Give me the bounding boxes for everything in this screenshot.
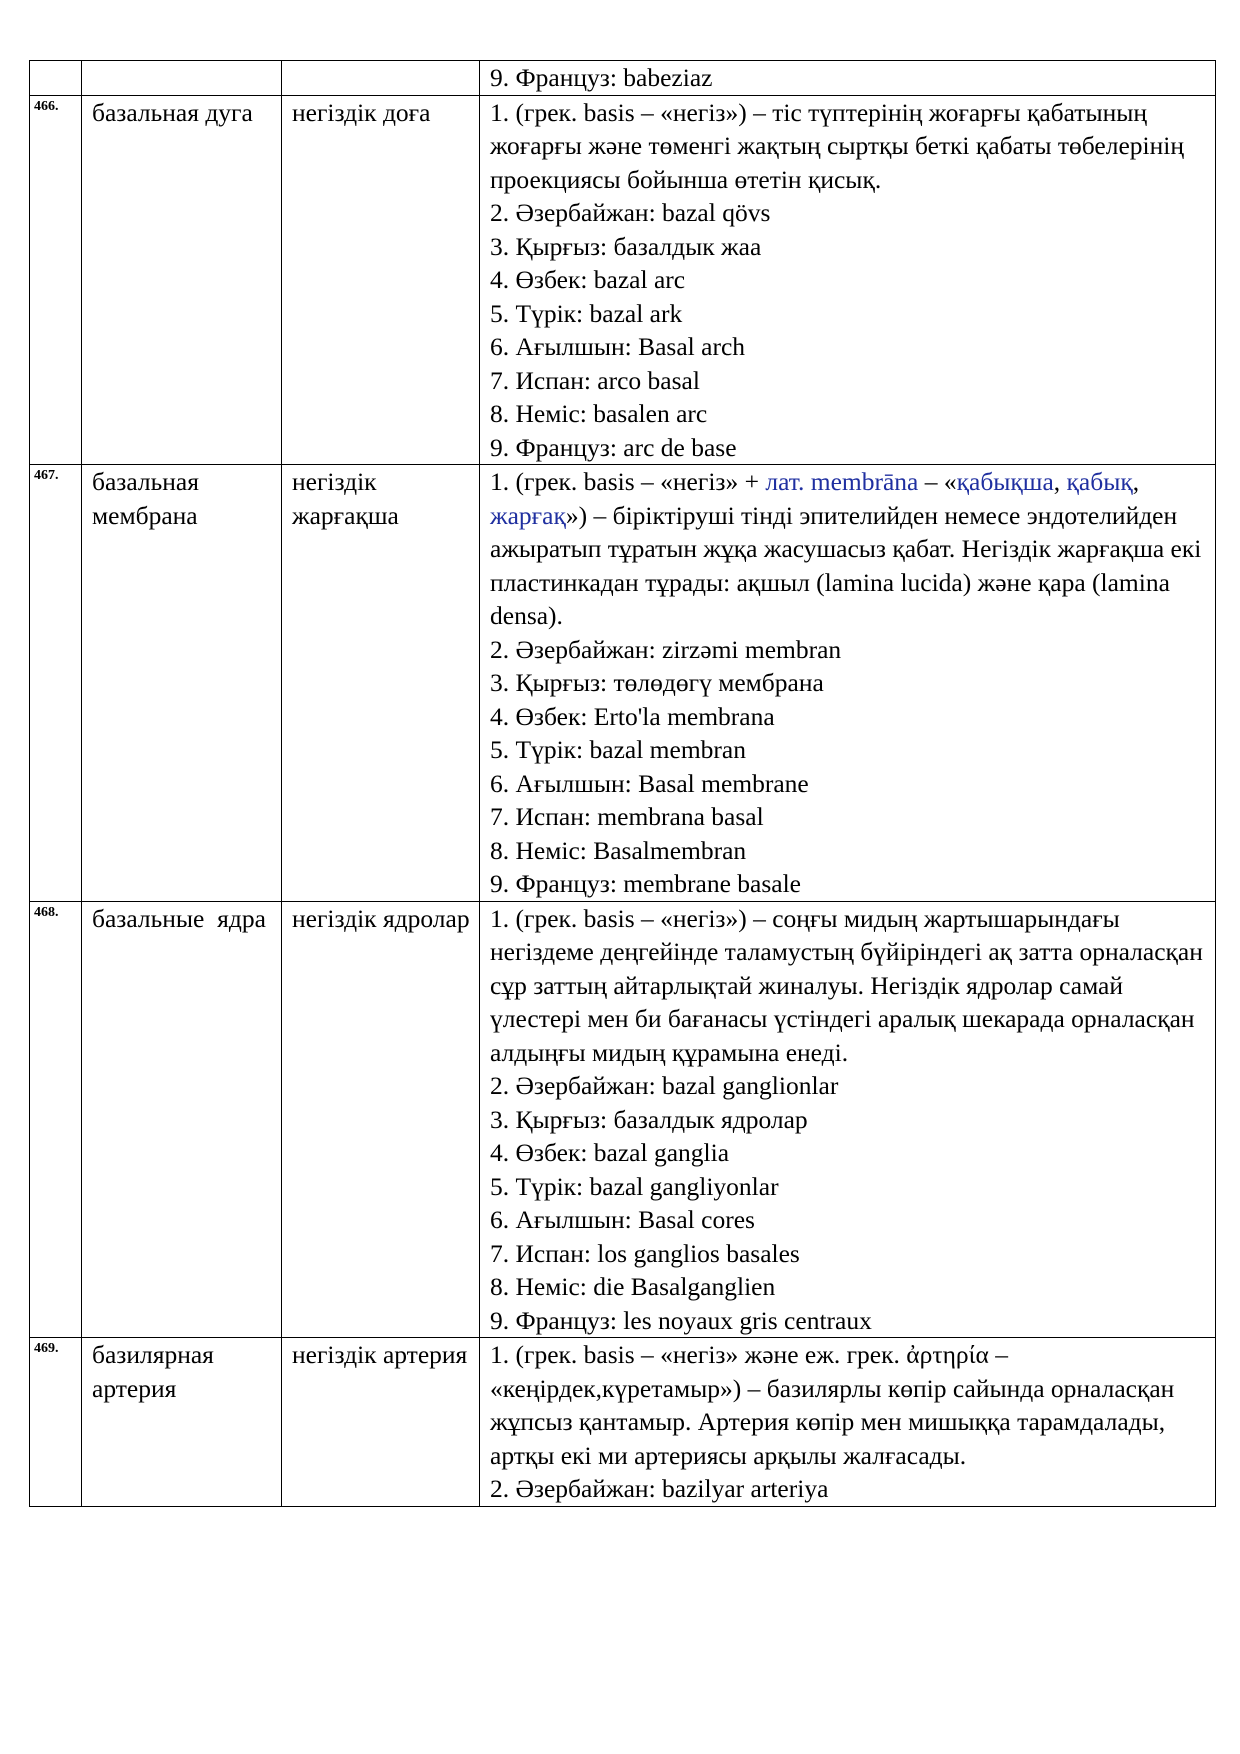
translation-line: 7. Испан: arco basal	[490, 365, 700, 395]
kazakh-term: негіздік доға	[282, 95, 480, 465]
translation-line: 9. Француз: arc de base	[490, 432, 737, 462]
term-link[interactable]: қабықша	[956, 467, 1054, 496]
definition-fragment: – «	[918, 467, 957, 496]
definition-cell	[480, 901, 1216, 1338]
translation-line: 9. Француз: membrane basale	[490, 869, 801, 898]
definition-text	[490, 465, 1207, 633]
translation-line: 2. Әзербайжан: bazal ganglionlar	[490, 1071, 839, 1100]
translation-line: 4. Өзбек: bazal ganglia	[490, 1138, 730, 1167]
definition-text: 1. (грек. basis – «негіз» және еж. грек. ἀρτηρία – «кеңірдек,күретамыр») – базилярлы көпір сайында орналасқан жұпсыз қантамыр. Артерия көпір мен мишыққа тарамдалады, артқы екі ми артериясы арқылы жалғасады.	[490, 1340, 1175, 1470]
translation-line: 5. Түрік: bazal gangliyonlar	[490, 1171, 779, 1201]
translation-line: 6. Ағылшын: Basal cores	[490, 1205, 755, 1234]
translation-line: 8. Неміс: basalen arc	[490, 399, 708, 428]
definition-fragment: ,	[1132, 467, 1140, 496]
definition-text: 1. (грек. basis – «негіз») – тіс түптерінің жоғарғы қабатының жоғарғы және төменгі жақтың сыртқы беткі қабаты төбелерінің проекциясы бойынша өтетін қисық.	[490, 97, 1184, 194]
translation-line: 8. Неміс: die Basalganglien	[490, 1272, 776, 1301]
translation-line: 9. Француз: les noyaux gris centraux	[490, 1305, 872, 1335]
table-row	[30, 465, 1216, 902]
term-link[interactable]: қабық	[1066, 467, 1133, 496]
russian-term: базальная дуга	[82, 95, 282, 465]
translation-line: 3. Қырғыз: базалдык жаа	[490, 231, 762, 261]
entry-number: 467.	[30, 465, 82, 902]
translation-line: 7. Испан: membrana basal	[490, 802, 764, 831]
term-link[interactable]: жарғақ	[490, 500, 566, 530]
translation-line: 2. Әзербайжан: zirzəmi membran	[490, 634, 842, 664]
translation-line: 2. Әзербайжан: bazal qövs	[490, 198, 771, 227]
translation-line: 9. Француз: babeziaz	[490, 63, 713, 92]
entry-number: 466.	[30, 95, 82, 465]
translation-line: 6. Ағылшын: Basal membrane	[490, 768, 809, 798]
translation-line: 3. Қырғыз: базалдык ядролар	[490, 1104, 808, 1134]
translation-line: 4. Өзбек: bazal arc	[490, 265, 686, 294]
kazakh-term: негіздік ядролар	[282, 901, 480, 1338]
russian-term: базилярная артерия	[82, 1338, 282, 1507]
translation-line: 7. Испан: los ganglios basales	[490, 1238, 800, 1268]
definition-cell	[480, 61, 1216, 96]
definition-cell	[480, 1338, 1216, 1507]
translation-line: 2. Әзербайжан: bazilyar arteriya	[490, 1474, 829, 1503]
translation-line: 5. Түрік: bazal membran	[490, 735, 746, 764]
table-row	[30, 901, 1216, 1338]
definition-cell	[480, 95, 1216, 465]
entry-number-cell	[30, 61, 82, 96]
russian-term: базальные ядра	[82, 901, 282, 1338]
translation-line: 3. Қырғыз: төлөдөгү мембрана	[490, 668, 824, 697]
translation-line: 8. Неміс: Basalmembran	[490, 835, 747, 865]
kazakh-term-cell	[282, 61, 480, 96]
table-row	[30, 1338, 1216, 1507]
definition-fragment: ») – біріктіруші тінді эпителийден немесе эндотелийден ажыратып тұратын жұқа жасушасыз қабат. Негіздік жарғақша екі пластинкадан тұрады: ақшыл (lamina lucida) және қара (lamina densa).	[490, 500, 1202, 630]
russian-term: базальная мембрана	[82, 465, 282, 902]
translation-line: 6. Ағылшын: Basal arch	[490, 332, 746, 361]
definition-text: 1. (грек. basis – «негіз») – соңғы мидың жартышарындағы негіздеме деңгейінде таламустың бүйіріндегі ақ затта орналасқан сұр заттың айтарлықтай жиналуы. Негіздік ядролар самай үлестері мен би бағанасы үстіндегі аралық шекарада орналасқан алдыңғы мидың құрамына енеді.	[490, 903, 1203, 1067]
table-row	[30, 95, 1216, 465]
definition-cell	[480, 465, 1216, 902]
definition-fragment: ,	[1053, 467, 1067, 496]
translation-line: 4. Өзбек: Erto'la membrana	[490, 701, 775, 731]
entry-number: 468.	[30, 901, 82, 1338]
kazakh-term: негіздік артерия	[282, 1338, 480, 1507]
dictionary-table	[29, 60, 1216, 1507]
translation-line: 5. Түрік: bazal ark	[490, 298, 683, 328]
definition-fragment: 1. (грек. basis – «негіз» +	[490, 467, 766, 496]
russian-term-cell	[82, 61, 282, 96]
table-row	[30, 61, 1216, 96]
entry-number: 469.	[30, 1338, 82, 1507]
latin-link[interactable]: лат. membrāna	[765, 467, 919, 496]
kazakh-term: негіздік жарғақша	[282, 465, 480, 902]
